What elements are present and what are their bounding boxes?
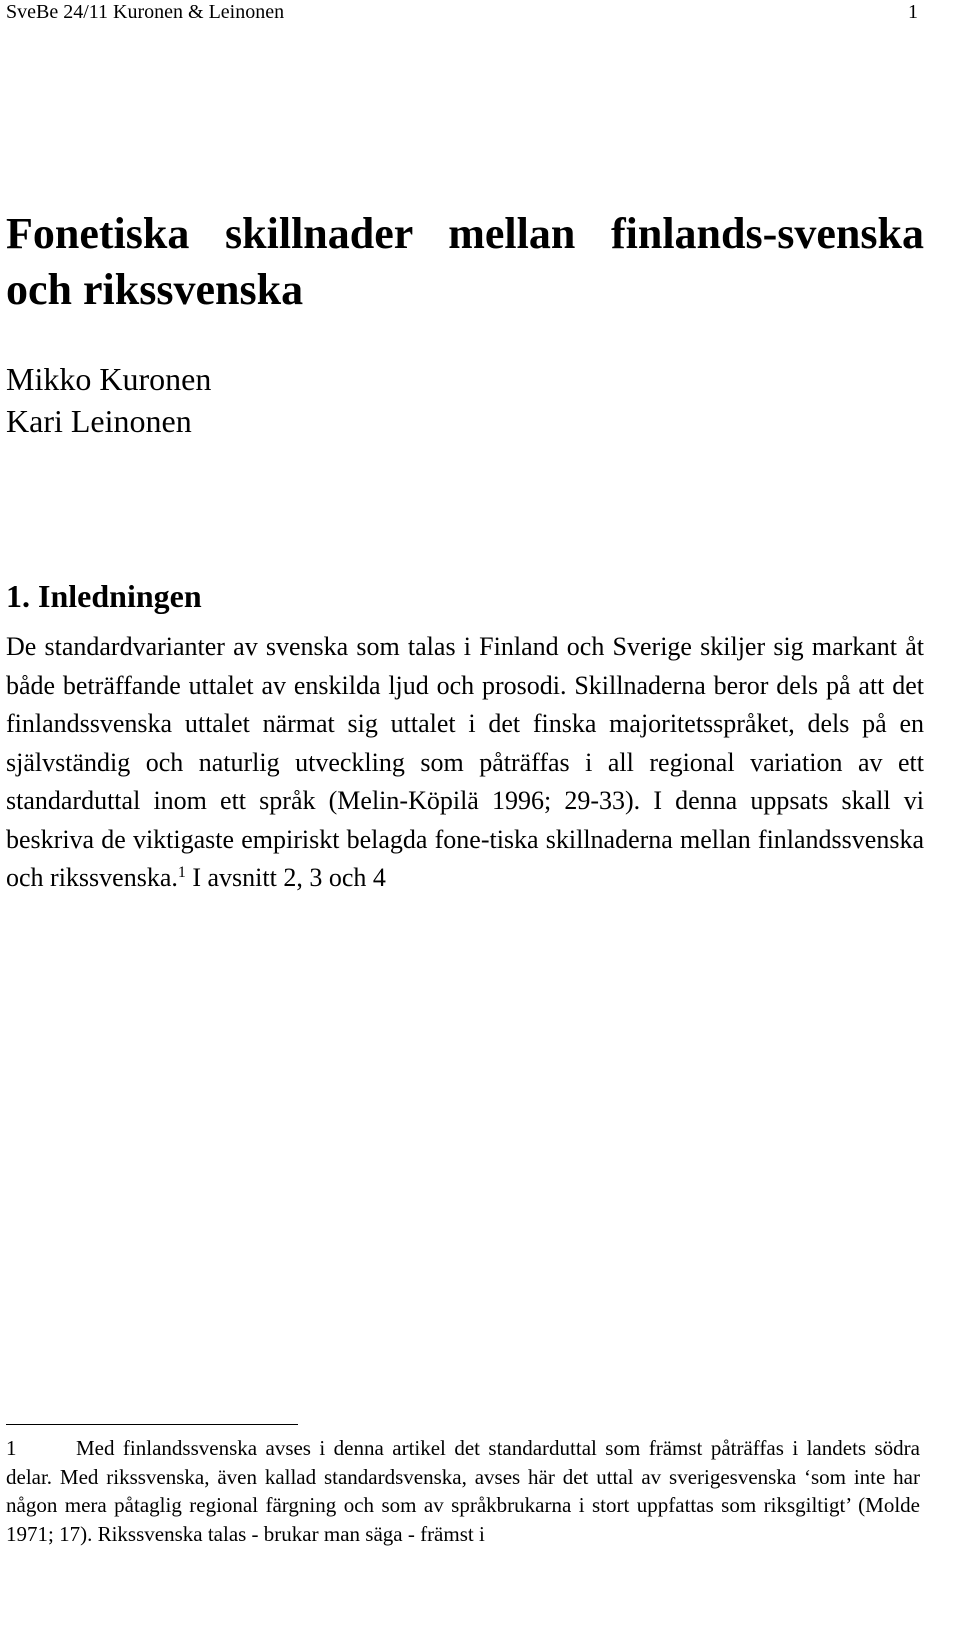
running-header (6, 0, 918, 26)
author-name: Kari Leinonen (6, 403, 192, 439)
footnote-divider (6, 1424, 298, 1425)
section-heading: 1. Inledningen (6, 578, 202, 614)
author-list (6, 358, 211, 442)
author-name: Mikko Kuronen (6, 361, 212, 397)
paragraph-text-before-note: De standardvarianter av svenska som talas i Finland och Sverige skiljer sig markant åt både beträffande uttalet av enskilda ljud och prosodi. Skillnaderna beror dels på att det finlandssvenska uttalet närmat sig uttalet i det finska majoritetsspråket, dels på en självständig och naturlig utveckling som påträffas i all regional variation av ett standarduttal inom ett språk (Melin-Köpilä 1996; 29-33). I denna uppsats skall vi beskriva de viktigaste empiriskt belagda fone-tiska skillnaderna mellan finlandssvenska och rikssvenska. (6, 632, 924, 892)
footnote-number: 1 (6, 1436, 17, 1460)
footnote-text: Med finlandssvenska avses i denna artikel det standarduttal som främst påträffas i landets södra delar. Med rikssvenska, även kallad standardsvenska, avses här det uttal av sverigesvenska ‘som inte har någon mera påtaglig regional färgning och som av språkbrukarna i stort uppfattas som riksgiltigt’ (Molde 1971; 17). Rikssvenska talas - brukar man säga - främst i (6, 1436, 920, 1546)
header-journal-authors: SveBe 24/11 Kuronen & Leinonen (6, 1, 285, 23)
footnote-reference: 1 (177, 864, 186, 881)
page-number: 1 (908, 1, 918, 23)
footnote (6, 1434, 920, 1548)
body-paragraph (6, 628, 924, 898)
paragraph-text-after-note: I avsnitt 2, 3 och 4 (185, 863, 386, 892)
article-title: Fonetiska skillnader mellan finlands-svenska och rikssvenska (6, 209, 924, 314)
